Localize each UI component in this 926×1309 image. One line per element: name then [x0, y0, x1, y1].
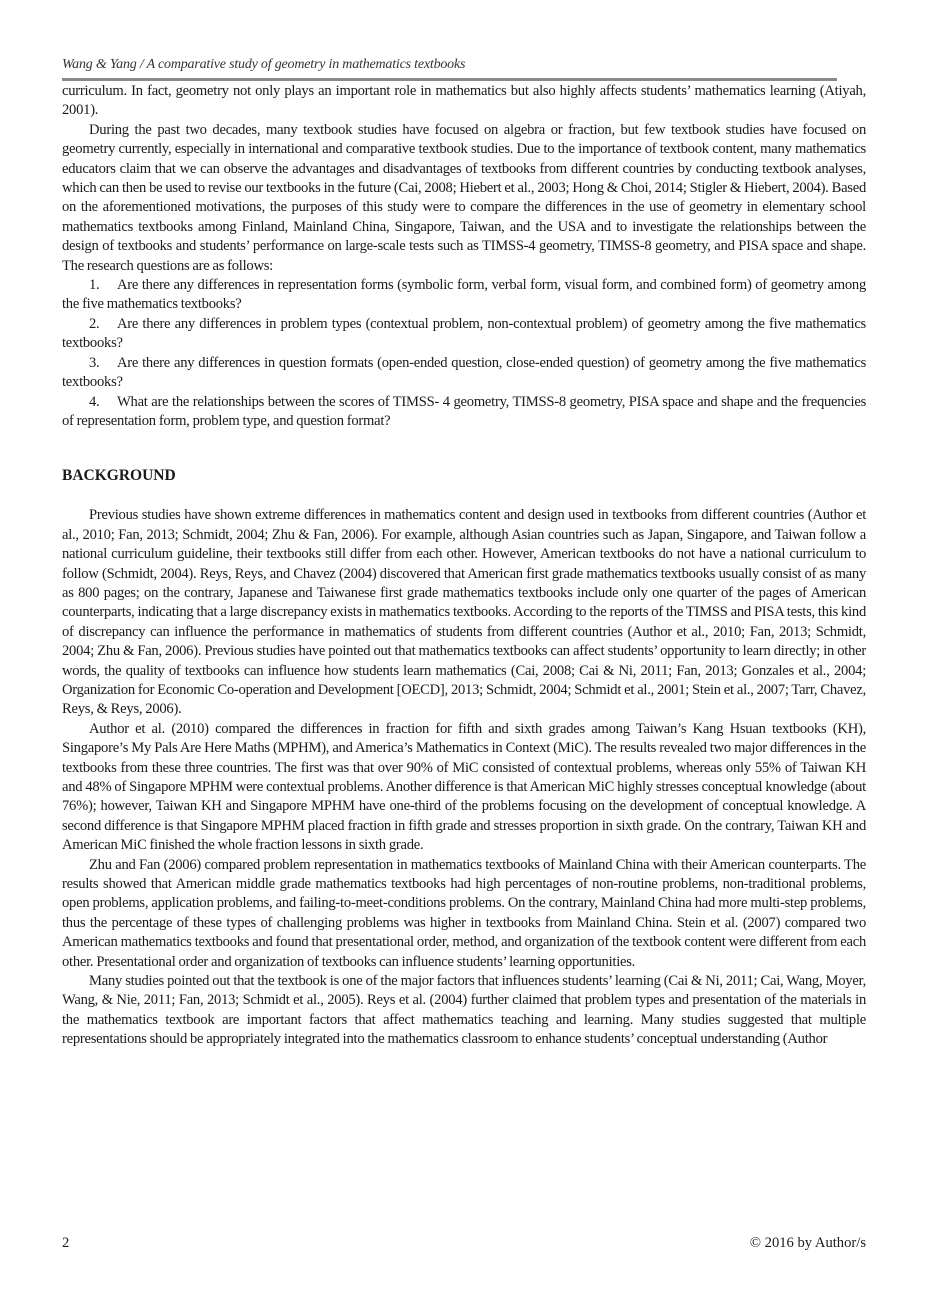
- research-question-4: [62, 393, 866, 432]
- section-heading-background: BACKGROUND: [62, 467, 176, 485]
- research-question-1: [62, 276, 866, 315]
- rq-number: 3.: [89, 354, 100, 371]
- header-rule: [62, 78, 837, 81]
- background-paragraph-4: Many studies pointed out that the textbook is one of the major factors that influences students’ learning (Cai & Ni, 2011; Cai, Wang, Moyer, Wang, & Nie, 2011; Fan, 2013; Schmidt et al., 2005). Reys et al. (2004) further claimed that problem types and presentation of the materials in the mathematics textbook are important factors that affect mathematics teaching and learning. Many studies suggested that multiple representations should be appropriately integrated into the mathematics classroom to enhance students’ conceptual understanding (Author: [62, 973, 866, 1048]
- background-paragraph-2: Author et al. (2010) compared the differences in fraction for fifth and sixth grades among Taiwan’s Kang Hsuan textbooks (KH), Singapore’s My Pals Are Here Maths (MPHM), and America’s Mathematics in Context (MiC). The results revealed two major differences in the textbooks from these three countries. The first was that over 90% of MiC consisted of contextual problems, whereas only 55% of Taiwan KH and 48% of Singapore MPHM were contextual problems. Another difference is that American MiC highly stresses conceptual knowledge (about 76%); however, Taiwan KH and Singapore MPHM have one-third of the problems focusing on the development of conceptual knowledge. A second difference is that Singapore MPHM placed fraction in fifth grade and stresses proportion in sixth grade. On the contrary, Taiwan KH and American MiC finished the whole fraction lessons in sixth grade.: [62, 720, 866, 854]
- background-paragraph-1: Previous studies have shown extreme differences in mathematics content and design used in textbooks from different countries (Author et al., 2010; Fan, 2013; Schmidt, 2004; Zhu & Fan, 2006). For example, although Asian countries such as Japan, Singapore, and Taiwan follow a national curriculum guideline, their textbooks still differ from each other. However, American textbooks do not have a national curriculum to follow (Schmidt, 2004). Reys, Reys, and Chavez (2004) discovered that American first grade mathematics textbooks usually consist of as many as 800 pages; on the contrary, Japanese and Taiwanese first grade mathematics textbooks include only one quarter of the pages of American counterparts, indicating that a large discrepancy exists in mathematics textbooks. According to the reports of the TIMSS and PISA tests, this kind of discrepancy can influence the performance in mathematics of students from different countries (Author et al., 2010; Fan, 2013; Schmidt, 2004; Zhu & Fan, 2006). Previous studies have pointed out that mathematics textbooks can affect students’ opportunity to learn directly; in other words, the quality of textbooks can influence how students learn mathematics (Cai, 2008; Cai & Ni, 2011; Fan, 2013; Gonzales et al., 2004; Organization for Economic Co-operation and Development [OECD], 2013; Schmidt, 2004; Schmidt et al., 2001; Stein et al., 2007; Tarr, Chavez, Reys, & Reys, 2006).: [62, 507, 866, 718]
- page-body: [62, 82, 866, 1050]
- rq-text: Are there any differences in representation forms (symbolic form, verbal form, visual form, and combined form) of geometry among the five mathematics textbooks?: [62, 277, 866, 313]
- page-number: 2: [62, 1235, 70, 1251]
- research-question-3: [62, 354, 866, 393]
- rq-number: 4.: [89, 393, 100, 410]
- rq-text: Are there any differences in problem types (contextual problem, non-contextual problem) of geometry among the five mathematics textbooks?: [62, 315, 866, 352]
- rq-text: What are the relationships between the scores of TIMSS- 4 geometry, TIMSS-8 geometry, PISA space and shape and the frequencies of representation form, problem type, and question format?: [62, 393, 866, 429]
- paragraph-continuation: curriculum. In fact, geometry not only plays an important role in mathematics but also highly affects students’ mathematics learning (Atiyah, 2001).: [62, 83, 866, 119]
- paragraph-purpose: During the past two decades, many textbook studies have focused on algebra or fraction, but few textbook studies have focused on geometry currently, especially in international and comparative textbook studies. Due to the importance of textbook content, many mathematics educators claim that we can observe the advantages and disadvantages of textbooks from different countries by conducting textbook analyses, which can then be used to revise our textbooks in the future (Cai, 2008; Hiebert et al., 2003; Hong & Choi, 2014; Stigler & Hiebert, 2004). Based on the aforementioned motivations, the purposes of this study were to compare the differences in the use of geometry in elementary school mathematics textbooks among Finland, Mainland China, Singapore, Taiwan, and the USA and to investigate the relationships between the design of textbooks and students’ performance on large-scale tests such as TIMSS-4 geometry, TIMSS-8 geometry, and PISA space and shape. The research questions are as follows:: [62, 121, 866, 274]
- rq-text: Are there any differences in question formats (open-ended question, close-ended question) of geometry among the five mathematics textbooks?: [62, 354, 866, 391]
- rq-number: 1.: [89, 277, 100, 294]
- rq-number: 2.: [89, 315, 100, 332]
- copyright-notice: © 2016 by Author/s: [749, 1235, 866, 1251]
- research-question-2: [62, 315, 866, 354]
- running-header: Wang & Yang / A comparative study of geometry in mathematics textbooks: [62, 57, 466, 72]
- page-footer: [62, 1234, 866, 1252]
- background-paragraph-3: Zhu and Fan (2006) compared problem representation in mathematics textbooks of Mainland China with their American counterparts. The results showed that American middle grade mathematics textbooks had high percentages of non-routine problems, non-traditional problems, open problems, application problems, and failing-to-meet-conditions problems. On the contrary, Mainland China had more multi-step problems, thus the percentage of these types of challenging problems was higher in textbooks from Mainland China. Stein et al. (2007) compared two American mathematics textbooks and found that presentational order, method, and organization of the textbook content were different from each other. Presentational order and organization of textbooks can influence students’ learning opportunities.: [62, 856, 866, 970]
